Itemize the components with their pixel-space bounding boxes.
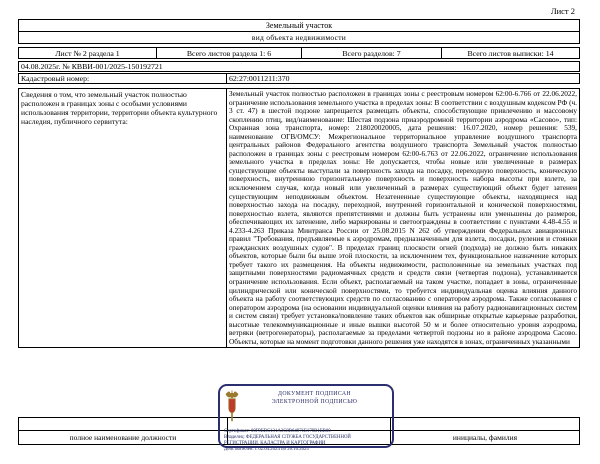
total-sections-cell: Всего разделов: 7 xyxy=(301,48,441,58)
stamp-title-line2: ЭЛЕКТРОННОЙ ПОДПИСЬЮ xyxy=(271,398,358,405)
stamp-details xyxy=(224,429,387,453)
sheet-of-section-cell: Лист № 2 раздела 1 xyxy=(55,49,120,58)
document-content xyxy=(18,6,580,445)
total-extract-sheets-cell: Всего листов выписки: 14 xyxy=(441,48,579,58)
stamp-header xyxy=(224,388,387,428)
electronic-signature-stamp xyxy=(218,384,394,452)
cadastral-number-value: 62:27:0011211:370 xyxy=(229,74,290,83)
sheets-counters-table xyxy=(18,47,580,59)
object-type-title: Земельный участок xyxy=(265,21,333,30)
zone-info-label: Сведения о том, что земельный участок полностью расположен в границах зоны с особыми условиями использования территории, территории объекта культурного наследия, публичного сервитута: xyxy=(19,89,227,347)
total-section-sheets-cell: Всего листов раздела 1: 6 xyxy=(156,48,301,58)
object-type-table xyxy=(18,19,580,44)
stamp-validity: Действителен: с 02.04.2024 по 26.10.2025 xyxy=(224,447,309,452)
signature-empty-cell-initials xyxy=(391,418,579,430)
date-number-row: 04.08.2025г. № КВВИ-001/2025-150192721 xyxy=(18,61,580,72)
stamp-certificate: Сертификат: 00F9EBC131A3C8B64971E179B1EB00 xyxy=(224,429,331,434)
sheet-number-label: Лист 2 xyxy=(550,6,575,16)
signature-empty-cell-position xyxy=(19,418,228,430)
stamp-owner: Владелец: ФЕДЕРАЛЬНАЯ СЛУЖБА ГОСУДАРСТВЕННОЙ РЕГИСТРАЦИИ, КАДАСТРА И КАРТОГРАФИИ xyxy=(224,435,351,446)
rosreestr-emblem-icon xyxy=(224,389,242,428)
stamp-title-line1: ДОКУМЕНТ ПОДПИСАН xyxy=(277,391,352,397)
cadastral-number-row xyxy=(18,73,580,84)
position-name-label: полное наименование должности xyxy=(19,431,228,444)
zone-info-table xyxy=(18,88,580,348)
object-type-subtitle: вид объекта недвижимости xyxy=(19,31,579,43)
zone-info-text: Земельный участок полностью расположен в границах зоны с реестровым номером 62:00-6.766 от 22.06.2022, ограничение использования земельного участка в пределах зоны: В соответствии с воздушным кодексом РФ (ч. 3 ст. 47) в шестой подзоне запрещается размещать объекты, способствующие привлечению и массовому скоплению птиц, вид/наименование: Шестая подзона приаэродромной территории аэродрома «Сасово», тип: Охранная зона транспорта, номер: 218020020005, дата решения: 16.07.2020, номер решения: 539, наименование ОГВ/ОМСУ: Межрегиональное территориальное управление воздушного транспорта центральных районов Федерального агентства воздушного транспорта Земельный участок полностью расположен в границах зоны с реестровым номером 62:00-6.763 от 22.06.2022, ограничение использования земельного участка в пределах зоны: Не допускается, чтобы новые или увеличенные в размерах существующие объекты выступали за поверхность захода на посадку, переходную поверхность, коническую поверхность, внутреннюю горизонтальную поверхность и поверхность набора высоты при взлете, за исключением случая, когда новый или увеличенный в размерах существующий объект будет затенен существующим неподвижным объектом. Незатененные существующие объекты, находящиеся над поверхностью захода на посадку, переходной, внутренней горизонтальной и конической поверхностями, поверхностью взлета, являются препятствиями и должны быть устранены или уменьшены до размеров, обеспечивающих их затенение, либо маркированы и светоограждены в соответствии с пунктами 4.48-4.55 и 4.233-4.263 Приказа Минтранса России от 25.08.2015 N 262 об утверждении Федеральных авиационных правил "Требования, предъявляемые к аэродромам, предназначенным для взлета, посадки, руления и стоянки гражданских воздушных судов". В пределах границ плоскости огней (подхода) не должно быть никаких объектов, которые были бы выше этой плоскости, за исключением тех, функциональное назначение которых требует такого их размещения. На объекты недвижимости, расположенные на земельных участках под защитными поверхностями радиомаячных средств и средств связи (четвертая подзона), устанавливается ограничение использования. Если объект, располагаемый на таком участке, попадает в зоны, ограниченные цилиндрической или конической поверхностями, то требуется индивидуальная оценка влияния данного объекта на работу соответствующих средств по согласованию с оператором аэродрома. Также согласования с оператором аэродрома (на основании индивидуальной оценки влияния на работу радионавигационных систем и систем связи) требует установка/появление таких объектов как обширные открытые карьерные разработки, высотные телекоммуникационные и иные вышки высотой 50 м и более относительно уровня аэродрома, ветряки (ветрогенераторы), располагаемые за пределами четвертой подзоны но в районе аэродрома Сасово. Объекты, которые на момент подготовки данного решения уже находятся в зонах, ограниченных указанными xyxy=(229,89,577,346)
stamp-title xyxy=(242,388,387,406)
initials-surname-label: инициалы, фамилия xyxy=(452,433,518,443)
cadastral-number-label: Кадастровый номер: xyxy=(19,74,227,83)
